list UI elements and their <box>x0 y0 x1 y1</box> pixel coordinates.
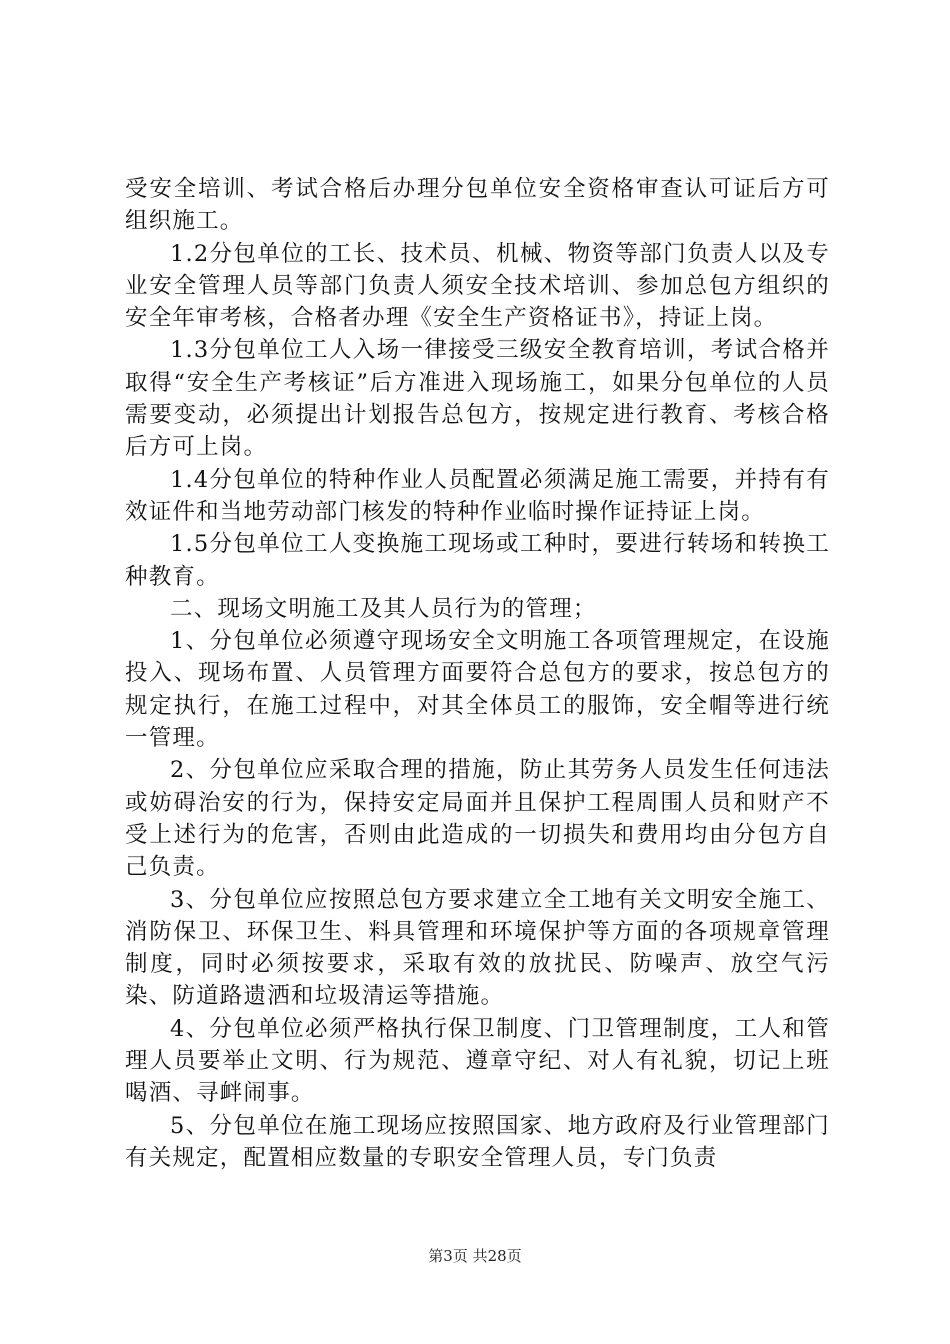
section-heading-2: 二、现场文明施工及其人员行为的管理； <box>170 595 597 622</box>
paragraph-item-4: 4、分包单位必须严格执行保卫制度、门卫管理制度，工人和管理人员要举止文明、行为规范、遵章守纪、对人有礼貌，切记上班喝酒、寻衅闹事。 <box>125 1015 830 1107</box>
paragraph-1-4: 1.4分包单位的特种作业人员配置必须满足施工需要，并持有有效证件和当地劳动部门核发的特种作业临时操作证持证上岗。 <box>125 466 830 525</box>
page-number-footer: 第3页 共28页 <box>428 1247 522 1265</box>
paragraph-item-3: 3、分包单位应按照总包方要求建立全工地有关文明安全施工、消防保卫、环保卫生、料具管理和环境保护等方面的各项规章管理制度，同时必须按要求，采取有效的放扰民、防噪声、放空气污染、防道路遗洒和垃圾清运等措施。 <box>125 886 830 1010</box>
document-body <box>125 173 830 1174</box>
paragraph-1-2: 1.2分包单位的工长、技术员、机械、物资等部门负责人以及专业安全管理人员等部门负责人须安全技术培训、参加总包方组织的安全年审考核，合格者办理《安全生产资格证书》，持证上岗。 <box>125 240 830 332</box>
paragraph-item-5: 5、分包单位在施工现场应按照国家、地方政府及行业管理部门有关规定，配置相应数量的专职安全管理人员，专门负责 <box>125 1112 830 1171</box>
paragraph-item-1: 1、分包单位必须遵守现场安全文明施工各项管理规定，在设施投入、现场布置、人员管理方面要符合总包方的要求，按总包方的规定执行，在施工过程中，对其全体员工的服饰，安全帽等进行统一管理。 <box>125 628 830 752</box>
paragraph-1-5: 1.5分包单位工人变换施工现场或工种时，要进行转场和转换工种教育。 <box>125 531 830 590</box>
paragraph-item-2: 2、分包单位应采取合理的措施，防止其劳务人员发生任何违法或妨碍治安的行为，保持安定局面并且保护工程周围人员和财产不受上述行为的危害，否则由此造成的一切损失和费用均由分包方自己负责。 <box>125 757 830 881</box>
paragraph-continuation: 受安全培训、考试合格后办理分包单位安全资格审查认可证后方可组织施工。 <box>125 176 830 235</box>
paragraph-1-3: 1.3分包单位工人入场一律接受三级安全教育培训，考试合格并取得“安全生产考核证”后方准进入现场施工，如果分包单位的人员需要变动，必须提出计划报告总包方，按规定进行教育、考核合格后方可上岗。 <box>125 337 830 461</box>
